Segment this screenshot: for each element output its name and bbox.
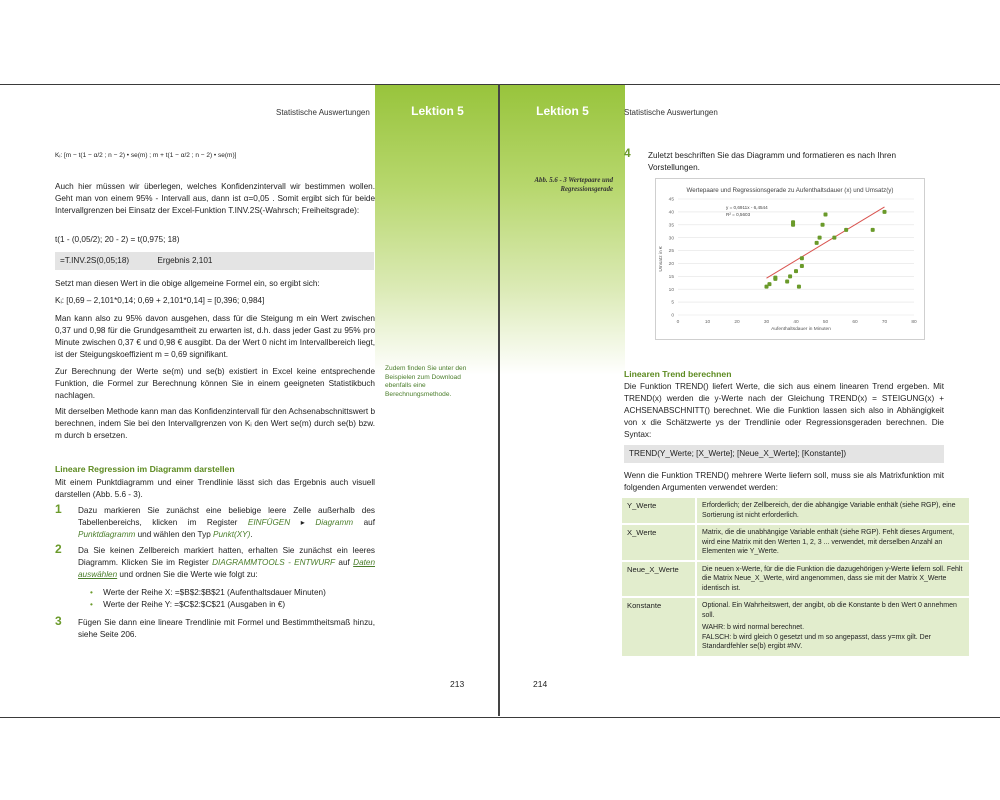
x-tick-label: 30 bbox=[763, 320, 770, 325]
data-point bbox=[815, 241, 819, 245]
data-point bbox=[800, 256, 804, 260]
y-tick-label: 45 bbox=[668, 197, 674, 203]
chart-svg bbox=[656, 179, 924, 339]
step-text: Da Sie keinen Zellbereich markiert hatten, erhalten Sie zunächst ein leeres Diagramm. Klicken Sie im Register bbox=[78, 546, 375, 567]
paragraph: Mit einem Punktdiagramm und einer Trendlinie lässt sich das Ergebnis auch visuell darstellen (Abb. 5.6 - 3). bbox=[55, 478, 375, 499]
x-tick-label: 40 bbox=[793, 320, 799, 325]
confidence-formula: Kᵢ: [m − t(1 − α/2 ; n − 2) • se(m) ; m + t(1 − α/2 ; n − 2) • se(m)] bbox=[55, 152, 237, 159]
ribbon-tab-ref: EINFÜGEN bbox=[247, 518, 291, 527]
arg-desc-false: FALSCH: b wird gleich 0 gesetzt und m so angepasst, dass y=mx gilt. Der Standardfehler se(b) ergibt #NV. bbox=[702, 633, 931, 650]
y-axis-label: Umsatz in € bbox=[659, 246, 664, 272]
running-title-left: Statistische Auswertungen bbox=[276, 108, 370, 117]
step-number: 2 bbox=[55, 542, 62, 556]
y-tick-label: 5 bbox=[671, 300, 674, 306]
step-text: auf bbox=[353, 518, 375, 527]
table-row bbox=[622, 525, 969, 560]
figure-caption: Abb. 5.6 - 3 Wertepaare und Regressionsgerade bbox=[534, 177, 613, 193]
lesson-band-left bbox=[375, 85, 500, 375]
bullet-text: Werte der Reihe Y: =$C$2:$C$21 (Ausgaben in €) bbox=[103, 600, 286, 609]
data-point bbox=[800, 264, 804, 268]
data-point bbox=[821, 223, 825, 227]
table-row bbox=[622, 498, 969, 523]
paragraph: Auch hier müssen wir überlegen, welches Konfidenzintervall wir bestimmen wollen. Geht man von einem 95% - Intervall aus, dann ist α=0,05 . Somit ergibt sich für beide Intervallgrenzen bei Einsatz der Excel-Funktion T.INV.2S(-Wahrsch; Freiheitsgrade): bbox=[55, 182, 375, 215]
data-point bbox=[773, 276, 777, 280]
table-row bbox=[622, 562, 969, 597]
data-point bbox=[832, 236, 836, 240]
step-text: Dazu markieren Sie zunächst eine beliebige leere Zelle außerhalb des Tabellenbereichs, klicken im Register bbox=[78, 506, 375, 527]
x-tick-label: 80 bbox=[911, 320, 917, 325]
y-tick-label: 25 bbox=[668, 249, 674, 255]
syntax-box bbox=[624, 445, 944, 463]
formula-result: Ergebnis 2,101 bbox=[157, 256, 213, 265]
section-heading: Linearen Trend berechnen bbox=[624, 369, 732, 379]
arg-desc: Erforderlich; der Zellbereich, der die abhängige Variable enthält (siehe RGP), eine Sortierung ist nicht erforderlich. bbox=[695, 498, 969, 523]
data-point bbox=[797, 285, 801, 289]
arrow-icon: ▸ bbox=[300, 518, 305, 527]
arg-desc-true: WAHR: b wird normal berechnet. bbox=[702, 624, 805, 631]
ribbon-group-ref: Diagramm bbox=[315, 518, 354, 527]
trend-r2: R² = 0,5603 bbox=[726, 212, 751, 217]
x-tick-label: 20 bbox=[734, 320, 740, 325]
paragraph: Man kann also zu 95% davon ausgehen, dass für die Steigung m ein Wert zwischen 0,37 und 0,98 für die Grundgesamtheit zu erwarten ist, d.h. dass jeder Gast zu 95% pro Minute zwischen 0,37 € und 0,98 € ausgibt. Da der Wert 0 nicht im Intervallbereich liegt, ist der Steigungskoeffizient m = 0,69 signifikant. bbox=[55, 314, 375, 359]
step-text: und wählen den Typ bbox=[135, 530, 214, 539]
step-text: auf bbox=[338, 558, 354, 567]
paragraph: Zur Berechnung der Werte se(m) und se(b) existiert in Excel keine entsprechende Funktion, die Formel zur Berechnung können Sie in einem geeigneten Statistikbuch nachlagen. bbox=[55, 367, 375, 400]
step-text: und ordnen Sie die Werte wie folgt zu: bbox=[117, 570, 258, 579]
y-tick-label: 40 bbox=[668, 210, 674, 216]
paragraph: Setzt man diesen Wert in die obige allgemeine Formel ein, so ergibt sich: bbox=[55, 279, 320, 288]
step-2 bbox=[78, 545, 375, 581]
command-ref: Punktdiagramm bbox=[78, 530, 136, 539]
data-point bbox=[818, 236, 822, 240]
arg-name: X_Werte bbox=[622, 525, 695, 560]
data-point bbox=[871, 228, 875, 232]
data-point bbox=[767, 282, 771, 286]
step-1 bbox=[78, 505, 375, 541]
x-tick-label: 60 bbox=[852, 320, 858, 325]
arg-name: Neue_X_Werte bbox=[622, 562, 695, 597]
x-tick-label: 50 bbox=[822, 320, 829, 325]
arg-desc: Optional. Ein Wahrheitswert, der angibt, ob die Konstante b den Wert 0 annehmen soll. bbox=[702, 602, 957, 619]
y-tick-label: 30 bbox=[668, 236, 674, 242]
arguments-table bbox=[622, 496, 969, 658]
step-number: 4 bbox=[624, 146, 631, 160]
page-number-right: 214 bbox=[533, 679, 548, 689]
step-number: 1 bbox=[55, 502, 62, 516]
step-number: 3 bbox=[55, 614, 62, 628]
lesson-label-right: Lektion 5 bbox=[536, 104, 589, 118]
x-axis-label: Aufenthaltsdauer in Minuten bbox=[771, 327, 831, 332]
lesson-band-right bbox=[500, 85, 625, 375]
x-tick-label: 0 bbox=[676, 320, 680, 325]
x-tick-label: 70 bbox=[881, 320, 888, 325]
data-point bbox=[788, 274, 792, 278]
paragraph: Wenn die Funktion TREND() mehrere Werte liefern soll, muss sie als Matrixfunktion mit folgenden Argumenten verwendet werden: bbox=[624, 471, 944, 492]
trendline bbox=[767, 207, 885, 278]
page-number-left: 213 bbox=[450, 679, 465, 689]
y-tick-label: 35 bbox=[668, 223, 674, 229]
chart-type-ref: Punkt(XY) bbox=[213, 530, 251, 539]
arg-name: Konstante bbox=[622, 598, 695, 656]
data-point bbox=[794, 269, 798, 273]
step-3: Fügen Sie dann eine lineare Trendlinie mit Formel und Bestimmtheitsmaß hinzu, siehe Seite 206. bbox=[78, 618, 375, 639]
step-4: Zuletzt beschriften Sie das Diagramm und formatieren es nach Ihren Vorstellungen. bbox=[648, 151, 897, 172]
syntax-text: TREND(Y_Werte; [X_Werte]; [Neue_X_Werte]; [Konstante]) bbox=[629, 449, 847, 458]
data-point bbox=[883, 210, 887, 214]
book-spine bbox=[498, 84, 500, 716]
y-tick-label: 10 bbox=[668, 287, 674, 293]
data-point bbox=[791, 220, 795, 224]
paragraph: Die Funktion TREND() liefert Werte, die sich aus einem linearen Trend ergeben. Mit TREND(x) werden die y-Werte nach der Gleichung TREND(x) = STEIGUNG(x) + ACHSENABSCHNITT() berechnet. Wie die Funktion lassen sich also in Abhängigkeit von x die Schätzwerte ys der Trendlinie oder Regressionsgeraden berechnen. Die Syntax: bbox=[624, 382, 944, 439]
y-tick-label: 0 bbox=[671, 313, 674, 319]
formula-box bbox=[55, 252, 374, 270]
trend-equation: y = 0,6911x - 6,4544 bbox=[726, 205, 768, 210]
bullet-icon: • bbox=[90, 600, 93, 609]
arg-name: Y_Werte bbox=[622, 498, 695, 523]
bullet-item bbox=[90, 587, 375, 599]
command-ref: Daten auswählen bbox=[78, 558, 376, 579]
running-title-right: Statistische Auswertungen bbox=[624, 108, 718, 117]
paragraph: t(1 - (0,05/2); 20 - 2) = t(0,975; 18) bbox=[55, 235, 180, 244]
bullet-text: Werte der Reihe X: =$B$2:$B$21 (Aufenthaltsdauer Minuten) bbox=[103, 588, 326, 597]
paragraph: Mit derselben Methode kann man das Konfidenzintervall für den Achsenabschnittswert b berechnen, indem Sie bei den Intervallgrenzen von Kᵢ den Wert se(m) durch se(b) bzw. m durch b ersetzen. bbox=[55, 407, 375, 440]
arg-desc-cell bbox=[695, 598, 969, 656]
arg-desc: Die neuen x-Werte, für die die Funktion die dazugehörigen y-Werte liefern soll. Fehlt die Matrix Neue_X_Werte, wird angenommen, dass sie mit der Matrix X_Werte identisch ist. bbox=[695, 562, 969, 597]
y-tick-label: 20 bbox=[668, 262, 674, 268]
ribbon-tab-ref: DIAGRAMMTOOLS - ENTWURF bbox=[212, 558, 336, 567]
side-note: Zudem finden Sie unter den Beispielen zum Download ebenfalls eine Berechnungsmethode. bbox=[385, 365, 467, 398]
arg-desc: Matrix, die die unabhängige Variable enthält (siehe RGP). Fehlt dieses Argument, wird eine Matrix mit den Werten 1, 2, 3 ... verwendet, mit derselben Anzahl an Elementen wie Y_Werte. bbox=[695, 525, 969, 560]
table-row bbox=[622, 598, 969, 656]
y-tick-label: 15 bbox=[668, 274, 674, 280]
data-point bbox=[785, 279, 789, 283]
formula-text: =T.INV.2S(0,05;18) bbox=[60, 256, 130, 265]
x-tick-label: 10 bbox=[704, 320, 711, 325]
paragraph: Kᵢ: [0,69 – 2,101*0,14; 0,69 + 2,101*0,14] = [0,396; 0,984] bbox=[55, 296, 265, 305]
scatter-chart bbox=[655, 178, 925, 340]
step-text: . bbox=[250, 530, 253, 539]
data-point bbox=[844, 228, 848, 232]
chart-title: Wertepaare und Regressionsgerade zu Aufenthaltsdauer (x) und Umsatz(y) bbox=[686, 187, 894, 194]
lesson-label-left: Lektion 5 bbox=[411, 104, 464, 118]
bullet-item bbox=[90, 599, 375, 611]
bullet-icon: • bbox=[90, 588, 93, 597]
data-point bbox=[824, 212, 828, 216]
section-heading: Lineare Regression im Diagramm darstellen bbox=[55, 464, 235, 474]
